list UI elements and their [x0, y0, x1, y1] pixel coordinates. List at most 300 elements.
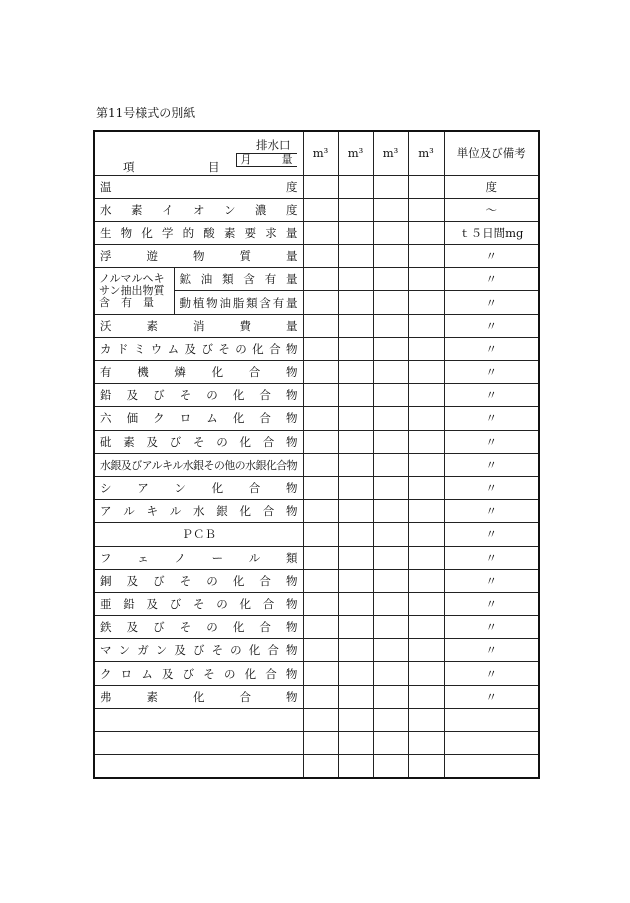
value-cell[interactable] — [338, 175, 373, 198]
unit-cell: 〃 — [444, 314, 539, 337]
item-cell — [94, 592, 303, 615]
item-cell[interactable] — [94, 755, 303, 779]
item-char: 及 — [126, 573, 139, 588]
item-char: 水 — [193, 504, 205, 519]
value-cell[interactable] — [303, 198, 338, 221]
value-cell[interactable] — [373, 685, 408, 708]
value-column-header: m³ — [408, 131, 444, 175]
table-row — [94, 430, 539, 453]
item-char: 合 — [259, 388, 271, 403]
item-char: ン — [118, 643, 131, 658]
value-cell[interactable] — [338, 639, 373, 662]
item-name — [100, 666, 298, 682]
item-char: 化 — [239, 596, 251, 611]
value-cell[interactable] — [303, 361, 338, 384]
item-name — [100, 503, 298, 519]
value-cell[interactable] — [408, 314, 444, 337]
unit-cell[interactable] — [444, 732, 539, 755]
value-cell[interactable] — [338, 708, 373, 731]
item-char: の — [216, 596, 228, 611]
item-char: Ｃ — [193, 527, 205, 542]
value-cell[interactable] — [408, 430, 444, 453]
item-name — [100, 341, 298, 357]
item-char: 合 — [248, 365, 261, 380]
item-char: ー — [211, 550, 224, 565]
value-cell[interactable] — [338, 453, 373, 476]
item-cell — [94, 245, 303, 268]
item-name — [100, 364, 298, 380]
item-char: ン — [174, 481, 186, 496]
item-char: 物 — [285, 388, 298, 403]
item-char: 酸 — [203, 225, 215, 240]
value-cell[interactable] — [338, 337, 373, 360]
unit-cell[interactable] — [444, 708, 539, 731]
item-char: 物 — [286, 596, 298, 611]
value-cell[interactable] — [373, 337, 408, 360]
item-char: 価 — [126, 411, 139, 426]
item-char: ウ — [150, 341, 163, 356]
item-char: 的 — [182, 225, 195, 240]
item-char: そ — [203, 666, 215, 681]
value-cell[interactable] — [408, 476, 444, 499]
item-cell — [174, 291, 303, 314]
value-cell[interactable] — [338, 685, 373, 708]
value-cell[interactable] — [408, 616, 444, 639]
item-char: 浮 — [100, 249, 112, 264]
item-char: 物 — [285, 341, 298, 356]
value-cell[interactable] — [338, 569, 373, 592]
item-cell — [94, 221, 303, 244]
unit-cell: 〃 — [444, 662, 539, 685]
value-cell[interactable] — [373, 291, 408, 314]
unit-cell: 〃 — [444, 523, 539, 546]
value-cell[interactable] — [338, 291, 373, 314]
value-cell[interactable] — [408, 569, 444, 592]
value-cell[interactable] — [408, 337, 444, 360]
item-char: 及 — [146, 596, 158, 611]
value-cell[interactable] — [408, 198, 444, 221]
item-cell — [174, 268, 303, 291]
item-char: ル — [248, 550, 261, 565]
item-char: 物 — [285, 411, 298, 426]
item-char: 化 — [193, 689, 205, 704]
item-char: 量 — [285, 272, 298, 287]
value-cell[interactable] — [338, 430, 373, 453]
item-name — [100, 642, 298, 658]
value-cell[interactable] — [408, 384, 444, 407]
value-cell[interactable] — [408, 453, 444, 476]
value-cell[interactable] — [408, 639, 444, 662]
item-name — [100, 434, 298, 450]
item-char: 物 — [285, 620, 298, 635]
hexane-extract-lines — [99, 273, 170, 309]
value-cell[interactable] — [408, 407, 444, 430]
value-cell[interactable] — [338, 500, 373, 523]
item-char: 有 — [272, 295, 285, 310]
item-char: 物 — [285, 666, 298, 681]
item-label-left: 項 — [123, 160, 135, 174]
unit-cell: 〃 — [444, 639, 539, 662]
value-cell[interactable] — [303, 523, 338, 546]
item-char: 物 — [206, 295, 218, 310]
item-char: ン — [224, 202, 236, 217]
value-cell[interactable] — [338, 662, 373, 685]
value-cell[interactable] — [338, 755, 373, 779]
value-cell[interactable] — [373, 453, 408, 476]
item-char: 及 — [174, 643, 186, 658]
value-cell[interactable] — [373, 245, 408, 268]
value-cell[interactable] — [303, 616, 338, 639]
item-name — [100, 596, 298, 612]
item-char: Ｂ — [204, 527, 216, 542]
item-char: の — [223, 666, 236, 681]
item-char: 合 — [262, 504, 275, 519]
unit-cell: 〃 — [444, 453, 539, 476]
item-char: 物 — [286, 434, 298, 449]
item-char: 物 — [286, 504, 298, 519]
item-name — [100, 619, 298, 635]
value-cell[interactable] — [338, 268, 373, 291]
item-char: ム — [167, 341, 180, 356]
blank-row — [94, 708, 539, 731]
item-char: オ — [193, 202, 205, 217]
item-char: ク — [100, 666, 112, 681]
item-char: 合 — [269, 341, 281, 356]
item-char: 化 — [232, 620, 245, 635]
item-char: ェ — [137, 550, 149, 565]
value-cell[interactable] — [303, 662, 338, 685]
unit-cell: 〃 — [444, 569, 539, 592]
item-char: 合 — [259, 573, 271, 588]
item-char: び — [192, 643, 205, 658]
item-char: 化 — [141, 225, 153, 240]
item-char: 燐 — [174, 365, 186, 380]
item-char: 合 — [239, 689, 251, 704]
value-cell[interactable] — [338, 616, 373, 639]
table-row — [94, 546, 539, 569]
value-cell[interactable] — [373, 639, 408, 662]
value-column-header: m³ — [373, 131, 408, 175]
item-char: 温 — [100, 179, 112, 194]
value-cell[interactable] — [408, 268, 444, 291]
item-char: 植 — [192, 295, 205, 310]
item-char: 合 — [248, 481, 261, 496]
value-cell[interactable] — [303, 407, 338, 430]
table-row — [94, 361, 539, 384]
value-cell[interactable] — [303, 221, 338, 244]
item-cell — [94, 569, 303, 592]
item-name — [100, 689, 298, 705]
item-char: 及 — [126, 620, 139, 635]
item-char: 合 — [262, 434, 275, 449]
value-cell[interactable] — [303, 639, 338, 662]
item-char: 化 — [211, 481, 224, 496]
item-char: び — [169, 596, 182, 611]
value-cell[interactable] — [338, 523, 373, 546]
item-name: 水銀及びアルキル水銀その他の水銀化合物 — [100, 458, 298, 472]
value-cell[interactable] — [373, 546, 408, 569]
item-char: ド — [116, 341, 129, 356]
item-char: そ — [193, 596, 205, 611]
value-cell[interactable] — [303, 592, 338, 615]
value-cell[interactable] — [373, 755, 408, 779]
unit-cell: 〃 — [444, 476, 539, 499]
value-cell[interactable] — [373, 407, 408, 430]
item-char: 物 — [285, 481, 298, 496]
hexane-line: サン抽出物質 — [99, 283, 165, 297]
item-char: ロ — [120, 666, 133, 681]
item-cell — [94, 662, 303, 685]
header-corner-cell — [94, 131, 303, 175]
blank-row — [94, 732, 539, 755]
value-cell[interactable] — [373, 198, 408, 221]
item-cell — [94, 616, 303, 639]
value-cell[interactable] — [338, 476, 373, 499]
item-cell — [94, 198, 303, 221]
value-cell[interactable] — [303, 314, 338, 337]
value-cell[interactable] — [303, 430, 338, 453]
item-char: 合 — [267, 643, 279, 658]
item-cell — [94, 337, 303, 360]
table-row — [94, 221, 539, 244]
item-char: ミ — [133, 341, 146, 356]
value-cell[interactable] — [303, 453, 338, 476]
item-char: そ — [179, 388, 192, 403]
item-name — [100, 202, 298, 218]
item-char: 及 — [161, 666, 174, 681]
value-cell[interactable] — [338, 361, 373, 384]
item-cell[interactable] — [94, 732, 303, 755]
value-cell[interactable] — [373, 476, 408, 499]
table-row — [94, 245, 539, 268]
unit-cell: 〃 — [444, 291, 539, 314]
value-cell[interactable] — [338, 314, 373, 337]
item-char: 化 — [252, 341, 264, 356]
item-cell — [94, 314, 303, 337]
item-char: び — [153, 573, 165, 588]
value-cell[interactable] — [373, 662, 408, 685]
value-cell[interactable] — [373, 732, 408, 755]
value-cell[interactable] — [373, 384, 408, 407]
item-cell — [94, 361, 303, 384]
measurement-table — [93, 130, 540, 779]
item-char: フ — [100, 550, 112, 565]
unit-cell: 〃 — [444, 384, 539, 407]
item-char: 銀 — [216, 504, 228, 519]
item-char: ル — [169, 504, 182, 519]
table-row — [94, 523, 539, 546]
item-char: 弗 — [100, 689, 112, 704]
item-cell — [94, 523, 303, 546]
value-cell[interactable] — [408, 291, 444, 314]
value-cell[interactable] — [338, 221, 373, 244]
blank-row — [94, 755, 539, 779]
item-char: 物 — [286, 689, 298, 704]
hexane-extract-group-label — [94, 268, 174, 314]
item-char: 化 — [232, 388, 245, 403]
table-row — [94, 476, 539, 499]
value-cell[interactable] — [338, 245, 373, 268]
item-char: 類 — [222, 272, 234, 287]
item-char: の — [206, 388, 218, 403]
item-char: ム — [141, 666, 153, 681]
item-char: カ — [100, 341, 112, 356]
value-cell[interactable] — [338, 198, 373, 221]
value-cell[interactable] — [303, 546, 338, 569]
item-char: 機 — [137, 365, 149, 380]
item-char: 化 — [248, 643, 261, 658]
unit-cell: 〃 — [444, 245, 539, 268]
value-cell[interactable] — [303, 732, 338, 755]
value-cell[interactable] — [408, 592, 444, 615]
value-cell[interactable] — [303, 291, 338, 314]
item-name — [180, 295, 298, 311]
item-char: 物 — [193, 249, 205, 264]
item-char: の — [230, 643, 242, 658]
value-cell[interactable] — [408, 546, 444, 569]
value-cell[interactable] — [373, 314, 408, 337]
unit-cell: 〃 — [444, 361, 539, 384]
value-cell[interactable] — [303, 384, 338, 407]
item-char: 物 — [285, 643, 298, 658]
item-char: 要 — [244, 225, 257, 240]
item-char: び — [153, 620, 165, 635]
item-char: そ — [179, 573, 192, 588]
item-char: ロ — [179, 411, 192, 426]
value-cell[interactable] — [408, 662, 444, 685]
value-cell[interactable] — [303, 175, 338, 198]
item-char: 物 — [120, 225, 133, 240]
value-cell[interactable] — [408, 221, 444, 244]
item-char: 及 — [184, 341, 197, 356]
item-cell[interactable] — [94, 708, 303, 731]
item-char: 濃 — [255, 202, 267, 217]
table-row — [94, 407, 539, 430]
value-cell[interactable] — [408, 500, 444, 523]
item-char: 化 — [239, 434, 251, 449]
item-cell — [94, 500, 303, 523]
unit-cell: 〃 — [444, 685, 539, 708]
value-cell[interactable] — [303, 500, 338, 523]
value-cell[interactable] — [373, 430, 408, 453]
value-cell[interactable] — [303, 755, 338, 779]
item-char: 化 — [211, 365, 224, 380]
item-char: 含 — [243, 272, 255, 287]
value-cell[interactable] — [408, 732, 444, 755]
unit-cell[interactable] — [444, 755, 539, 779]
value-cell[interactable] — [408, 708, 444, 731]
unit-cell: 〃 — [444, 616, 539, 639]
value-cell[interactable] — [373, 708, 408, 731]
value-cell[interactable] — [303, 569, 338, 592]
item-char: そ — [193, 434, 205, 449]
value-cell[interactable] — [373, 592, 408, 615]
value-cell[interactable] — [408, 245, 444, 268]
item-name — [180, 271, 298, 287]
unit-cell: 〃 — [444, 430, 539, 453]
unit-cell: 〃 — [444, 407, 539, 430]
item-label-right: 目 — [208, 160, 220, 174]
unit-cell: ｔ５日間mg — [444, 221, 539, 244]
item-char: 度 — [286, 179, 298, 194]
value-cell[interactable] — [408, 361, 444, 384]
value-cell[interactable] — [373, 361, 408, 384]
value-cell[interactable] — [408, 685, 444, 708]
item-char: 含 — [259, 295, 271, 310]
value-cell[interactable] — [303, 476, 338, 499]
item-char: そ — [179, 620, 192, 635]
table-row — [94, 198, 539, 221]
value-cell[interactable] — [373, 523, 408, 546]
item-char: の — [206, 620, 218, 635]
item-char: そ — [211, 643, 224, 658]
value-cell[interactable] — [408, 523, 444, 546]
item-char: 油 — [219, 295, 231, 310]
item-char: 銅 — [100, 573, 112, 588]
item-char: Ｐ — [181, 527, 193, 542]
value-cell[interactable] — [373, 268, 408, 291]
item-name — [100, 179, 298, 195]
item-char: ア — [137, 481, 149, 496]
item-char: ム — [206, 411, 218, 426]
item-char: 求 — [265, 225, 277, 240]
value-cell[interactable] — [373, 221, 408, 244]
value-cell[interactable] — [338, 732, 373, 755]
item-char: 亜 — [100, 596, 112, 611]
value-cell[interactable] — [303, 245, 338, 268]
unit-cell: 〃 — [444, 268, 539, 291]
item-char: 動 — [179, 295, 191, 310]
item-char: の — [216, 434, 228, 449]
item-char: 水 — [100, 202, 112, 217]
item-char: び — [182, 666, 195, 681]
value-cell[interactable] — [303, 337, 338, 360]
item-char: 六 — [100, 411, 112, 426]
table-row — [94, 662, 539, 685]
item-char: ア — [100, 504, 112, 519]
value-cell[interactable] — [373, 616, 408, 639]
value-cell[interactable] — [303, 685, 338, 708]
item-char: 度 — [286, 202, 298, 217]
value-cell[interactable] — [303, 268, 338, 291]
value-cell[interactable] — [303, 708, 338, 731]
item-cell — [94, 546, 303, 569]
item-char: 砒 — [100, 434, 112, 449]
item-cell — [94, 453, 303, 476]
value-cell[interactable] — [373, 569, 408, 592]
item-cell — [94, 384, 303, 407]
item-char: 脂 — [232, 295, 245, 310]
value-cell[interactable] — [408, 755, 444, 779]
value-cell[interactable] — [338, 592, 373, 615]
item-char: 油 — [200, 272, 213, 287]
item-char: マ — [100, 643, 112, 658]
item-cell — [94, 430, 303, 453]
item-char: キ — [146, 504, 158, 519]
value-cell[interactable] — [338, 546, 373, 569]
table-row — [94, 685, 539, 708]
item-char: 消 — [193, 318, 205, 333]
value-cell[interactable] — [408, 175, 444, 198]
value-cell[interactable] — [373, 500, 408, 523]
value-column-header: m³ — [303, 131, 338, 175]
value-cell[interactable] — [338, 384, 373, 407]
value-cell[interactable] — [338, 407, 373, 430]
item-char: 合 — [262, 596, 275, 611]
hexane-line: ノルマルヘキ — [99, 271, 165, 285]
value-cell[interactable] — [373, 175, 408, 198]
item-name — [100, 573, 298, 589]
